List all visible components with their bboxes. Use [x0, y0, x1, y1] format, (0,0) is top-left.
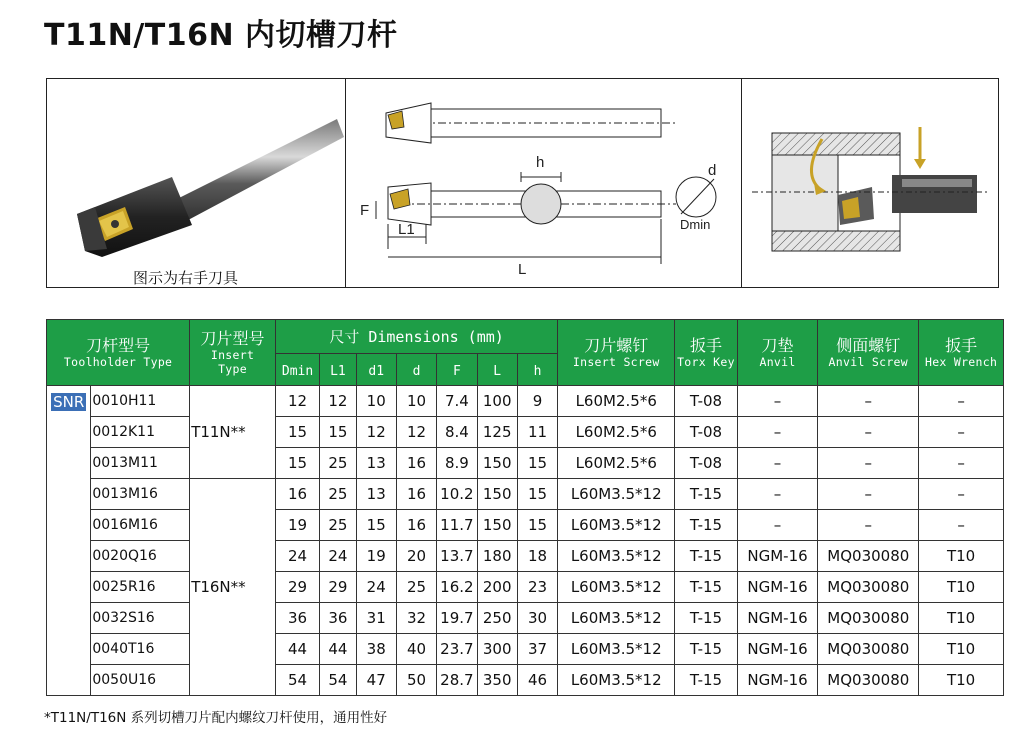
cell-l: 300 — [477, 634, 517, 665]
spec-table — [46, 319, 1004, 696]
spec-table-body — [47, 386, 1004, 696]
cell-key: T-15 — [675, 572, 738, 603]
cell-h: 23 — [517, 572, 557, 603]
application-illustration — [742, 79, 997, 286]
cell-anvil: NGM-16 — [737, 603, 818, 634]
cell-hex: T10 — [919, 634, 1004, 665]
model-cell: 0013M16 — [91, 479, 190, 510]
cell-l: 150 — [477, 510, 517, 541]
header-anvil-screw: 侧面螺钉 Anvil Screw — [818, 320, 919, 386]
cell-f: 13.7 — [437, 541, 477, 572]
cell-l1: 25 — [320, 479, 356, 510]
cell-dmin: 16 — [275, 479, 319, 510]
cell-key: T-15 — [675, 479, 738, 510]
header-d: d — [396, 354, 436, 386]
product-photo-panel — [47, 79, 346, 287]
cell-d: 20 — [396, 541, 436, 572]
cell-h: 15 — [517, 448, 557, 479]
header-h: h — [517, 354, 557, 386]
cell-l1: 29 — [320, 572, 356, 603]
cell-d: 10 — [396, 386, 436, 417]
cell-anvil-screw: MQ030080 — [818, 572, 919, 603]
model-cell: 0010H11 — [91, 386, 190, 417]
insert-group-cell: T16N** — [190, 479, 276, 696]
cell-d: 16 — [396, 510, 436, 541]
cell-anvil: – — [737, 510, 818, 541]
cell-d: 16 — [396, 448, 436, 479]
cell-d: 12 — [396, 417, 436, 448]
product-image-strip — [46, 78, 999, 288]
cell-screw: L60M3.5*12 — [558, 572, 675, 603]
header-insert: 刀片型号 Insert Type — [190, 320, 276, 386]
cell-d: 32 — [396, 603, 436, 634]
cell-d1: 31 — [356, 603, 396, 634]
cell-l: 180 — [477, 541, 517, 572]
cell-dmin: 29 — [275, 572, 319, 603]
label-F: F — [360, 202, 370, 219]
cell-screw: L60M3.5*12 — [558, 603, 675, 634]
cell-hex: T10 — [919, 572, 1004, 603]
cell-l1: 24 — [320, 541, 356, 572]
cell-l: 150 — [477, 448, 517, 479]
cell-d: 40 — [396, 634, 436, 665]
cell-dmin: 12 — [275, 386, 319, 417]
cell-l1: 25 — [320, 510, 356, 541]
cell-f: 8.9 — [437, 448, 477, 479]
cell-anvil: – — [737, 386, 818, 417]
header-toolholder: 刀杆型号 Toolholder Type — [47, 320, 190, 386]
cell-anvil-screw: MQ030080 — [818, 541, 919, 572]
cell-f: 28.7 — [437, 665, 477, 696]
cell-key: T-08 — [675, 448, 738, 479]
cell-d1: 47 — [356, 665, 396, 696]
cell-l: 150 — [477, 479, 517, 510]
cell-dmin: 54 — [275, 665, 319, 696]
header-anvil: 刀垫 Anvil — [737, 320, 818, 386]
cell-h: 15 — [517, 479, 557, 510]
header-torx-key: 扳手 Torx Key — [675, 320, 738, 386]
cell-d1: 12 — [356, 417, 396, 448]
cell-screw: L60M3.5*12 — [558, 634, 675, 665]
cell-anvil: NGM-16 — [737, 634, 818, 665]
cell-l: 350 — [477, 665, 517, 696]
cell-d: 25 — [396, 572, 436, 603]
cell-h: 30 — [517, 603, 557, 634]
cell-d1: 13 — [356, 479, 396, 510]
table-row — [47, 386, 1004, 417]
header-l1: L1 — [320, 354, 356, 386]
cell-l1: 54 — [320, 665, 356, 696]
cell-d: 50 — [396, 665, 436, 696]
header-hex-wrench: 扳手 Hex Wrench — [919, 320, 1004, 386]
cell-anvil: NGM-16 — [737, 572, 818, 603]
cell-f: 10.2 — [437, 479, 477, 510]
insert-group-cell: T11N** — [190, 386, 276, 479]
cell-anvil-screw: – — [818, 448, 919, 479]
cell-l1: 44 — [320, 634, 356, 665]
cell-dmin: 15 — [275, 417, 319, 448]
application-illustration-panel — [742, 79, 998, 287]
cell-h: 15 — [517, 510, 557, 541]
model-cell: 0050U16 — [91, 665, 190, 696]
cell-l1: 12 — [320, 386, 356, 417]
cell-l1: 25 — [320, 448, 356, 479]
model-cell: 0032S16 — [91, 603, 190, 634]
label-Dmin: Dmin — [680, 217, 711, 232]
header-f: F — [437, 354, 477, 386]
table-row — [47, 479, 1004, 510]
cell-h: 9 — [517, 386, 557, 417]
cell-dmin: 24 — [275, 541, 319, 572]
cell-f: 23.7 — [437, 634, 477, 665]
cell-h: 37 — [517, 634, 557, 665]
cell-anvil-screw: MQ030080 — [818, 603, 919, 634]
cell-key: T-15 — [675, 510, 738, 541]
cell-f: 19.7 — [437, 603, 477, 634]
cell-hex: T10 — [919, 603, 1004, 634]
cell-key: T-15 — [675, 541, 738, 572]
cell-d1: 10 — [356, 386, 396, 417]
cell-d1: 24 — [356, 572, 396, 603]
cell-f: 11.7 — [437, 510, 477, 541]
cell-hex: – — [919, 448, 1004, 479]
label-L1: L1 — [398, 221, 415, 238]
cell-key: T-15 — [675, 603, 738, 634]
cell-screw: L60M2.5*6 — [558, 386, 675, 417]
cell-key: T-08 — [675, 417, 738, 448]
cell-anvil-screw: – — [818, 386, 919, 417]
footnote: *T11N/T16N 系列切槽刀片配内螺纹刀杆使用，通用性好 — [44, 710, 388, 726]
prefix-label: SNR — [53, 393, 85, 411]
cell-screw: L60M2.5*6 — [558, 417, 675, 448]
cell-anvil-screw: MQ030080 — [818, 665, 919, 696]
cell-h: 46 — [517, 665, 557, 696]
page-title: T11N/T16N 内切槽刀杆 — [44, 18, 398, 53]
header-dimensions: 尺寸 Dimensions (mm) — [275, 320, 557, 354]
cell-hex: T10 — [919, 541, 1004, 572]
cell-anvil-screw: – — [818, 479, 919, 510]
cell-l: 125 — [477, 417, 517, 448]
cell-hex: – — [919, 417, 1004, 448]
cell-l1: 36 — [320, 603, 356, 634]
cell-f: 7.4 — [437, 386, 477, 417]
cell-screw: L60M2.5*6 — [558, 448, 675, 479]
model-cell: 0012K11 — [91, 417, 190, 448]
cell-l1: 15 — [320, 417, 356, 448]
cell-anvil-screw: – — [818, 417, 919, 448]
cell-anvil-screw: MQ030080 — [818, 634, 919, 665]
cell-d1: 19 — [356, 541, 396, 572]
cell-d1: 15 — [356, 510, 396, 541]
cell-anvil: NGM-16 — [737, 665, 818, 696]
model-cell: 0040T16 — [91, 634, 190, 665]
cell-dmin: 44 — [275, 634, 319, 665]
cell-hex: – — [919, 386, 1004, 417]
model-cell: 0016M16 — [91, 510, 190, 541]
cell-dmin: 15 — [275, 448, 319, 479]
cell-d1: 13 — [356, 448, 396, 479]
cell-hex: – — [919, 479, 1004, 510]
header-dmin: Dmin — [275, 354, 319, 386]
cell-anvil: – — [737, 417, 818, 448]
cell-f: 16.2 — [437, 572, 477, 603]
cell-d1: 38 — [356, 634, 396, 665]
label-d: d — [708, 162, 717, 179]
cell-hex: T10 — [919, 665, 1004, 696]
cell-dmin: 19 — [275, 510, 319, 541]
cell-d: 16 — [396, 479, 436, 510]
header-d1: d1 — [356, 354, 396, 386]
dimension-drawing — [346, 79, 740, 286]
model-cell: 0020Q16 — [91, 541, 190, 572]
cell-key: T-15 — [675, 634, 738, 665]
cell-screw: L60M3.5*12 — [558, 479, 675, 510]
label-h: h — [536, 154, 545, 171]
cell-screw: L60M3.5*12 — [558, 665, 675, 696]
cell-anvil-screw: – — [818, 510, 919, 541]
header-insert-screw: 刀片螺钉 Insert Screw — [558, 320, 675, 386]
image-caption: 图示为右手刀具 — [133, 269, 239, 287]
cell-anvil: – — [737, 448, 818, 479]
cell-l: 250 — [477, 603, 517, 634]
cell-key: T-08 — [675, 386, 738, 417]
prefix-cell — [47, 386, 91, 696]
cell-l: 200 — [477, 572, 517, 603]
cell-l: 100 — [477, 386, 517, 417]
cell-key: T-15 — [675, 665, 738, 696]
dimension-drawing-panel — [346, 79, 742, 287]
model-cell: 0013M11 — [91, 448, 190, 479]
cell-screw: L60M3.5*12 — [558, 541, 675, 572]
label-L: L — [518, 261, 527, 278]
cell-dmin: 36 — [275, 603, 319, 634]
boring-bar-photo — [47, 79, 344, 259]
cell-f: 8.4 — [437, 417, 477, 448]
cell-h: 18 — [517, 541, 557, 572]
cell-anvil: NGM-16 — [737, 541, 818, 572]
cell-h: 11 — [517, 417, 557, 448]
model-cell: 0025R16 — [91, 572, 190, 603]
cell-anvil: – — [737, 479, 818, 510]
header-l: L — [477, 354, 517, 386]
cell-screw: L60M3.5*12 — [558, 510, 675, 541]
cell-hex: – — [919, 510, 1004, 541]
